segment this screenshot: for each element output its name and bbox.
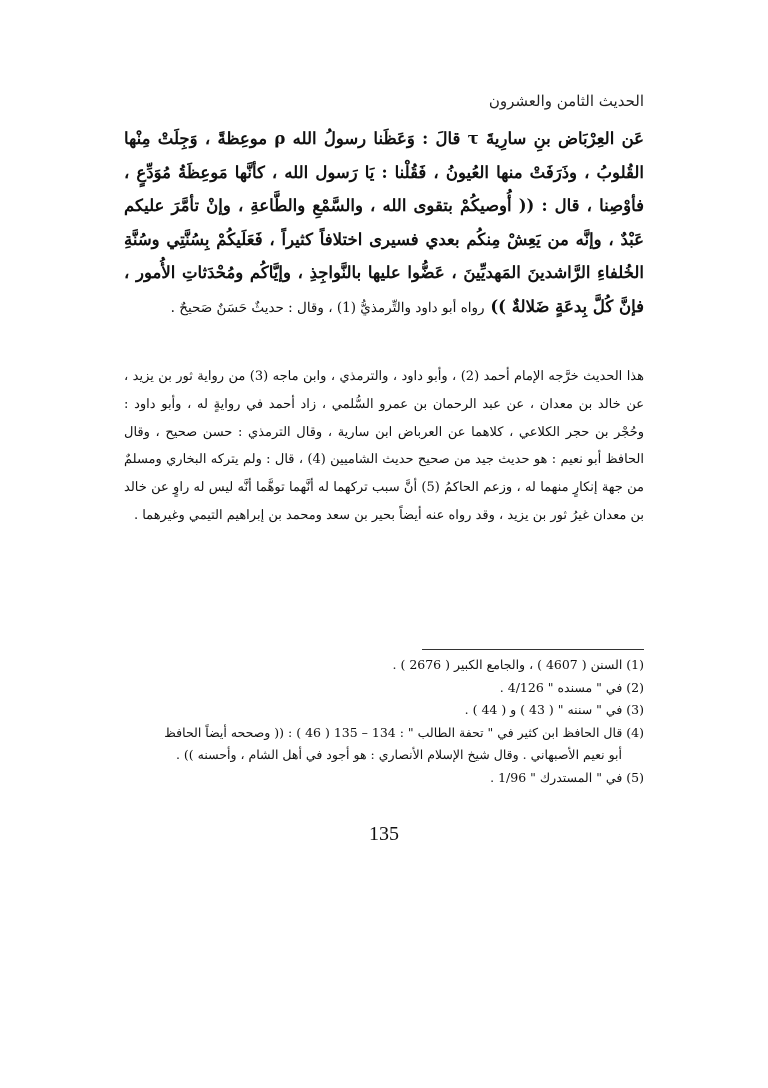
hadith-citation: رواه أبو داود والتِّرمذيُّ (1) ، وقال : حديثٌ حَسَنٌ صَحيحٌ . bbox=[170, 299, 485, 316]
running-header: الحديث الثامن والعشرون bbox=[488, 92, 644, 110]
hadith-text bbox=[124, 122, 644, 325]
footnote: (4) قال الحافظ ابن كثير في " تحفة الطالب " : 134 – 135 ( 46 ) : (( وصححه أيضاً الحافظ bbox=[164, 724, 644, 740]
footnote-continuation: أبو نعيم الأصبهاني . وقال شيخ الإسلام الأنصاري : هو أجود في أهل الشام ، وأحسنه )) . bbox=[175, 747, 622, 762]
page-number: 135 bbox=[369, 823, 399, 845]
footnotes bbox=[124, 654, 644, 789]
footnote: (2) في " مسنده " 4/126 . bbox=[499, 679, 644, 695]
footnote: (1) السنن ( 4607 ) ، والجامع الكبير ( 2676 ) . bbox=[392, 657, 644, 672]
footnote-divider bbox=[422, 649, 644, 650]
footnote: (3) في " سننه " ( 43 ) و ( 44 ) . bbox=[464, 702, 644, 717]
commentary-paragraph: هذا الحديث خرَّجه الإمام أحمد (2) ، وأبو داود ، والترمذي ، وابن ماجه (3) من رواية ثور بن يزيد ، عن خالد بن معدان ، عن عبد الرحمان بن عمرو السُّلمي ، زاد أحمد في روايةٍ له ، وأبو داود : وحُجْر بن حجر الكلاعي ، كلاهما عن العرباض ابن سارية ، وقال الترمذي : حسن صحيح ، وقال الحافظ أبو نعيم : هو حديث جيد من صحيح حديث الشاميين (4) ، قال : ولم يتركه البخاري ومسلمٌ من جهة إنكارٍ منهما له ، وزعم الحاكمُ (5) أنَّ سبب تركهما له أنَّهما توهَّما أنَّه ليس له راوٍ عن خالد بن معدان غيرُ ثور بن يزيد ، وقد رواه عنه أيضاً بحير بن سعد ومحمد بن إبراهيم التيمي وغيرهما . bbox=[124, 369, 644, 523]
footnote: (5) في " المستدرك " 1/96 . bbox=[490, 769, 644, 785]
hadith-body: عَن العِرْبَاض بنِ سارِيةَ τ قالَ : وَعَظَنا رسولُ الله ρ موعِظةً ، وَجِلَتْ مِنْها القُلوبُ ، وذَرَفَتْ منها العُيونُ ، فَقُلْنا : يَا رَسول الله ، كأنَّها مَوعِظَةُ مُوَدِّعٍ ، فأوْصِنا ، قال : (( أُوصيكُمْ بتقوى الله ، والسَّمْعِ والطَّاعةِ ، وإنْ تأمَّرَ عليكم عَبْدٌ ، وإنَّه من يَعِشْ مِنكُم بعدي فسيرى اختلافاً كثيراً ، فَعَلَيكُمْ بِسُنَّتِي وسُنَّةِ الخُلفاءِ الرَّاشدينَ المَهديِّينَ ، عَضُّوا عليها بالنَّواجِذِ ، وإيَّاكُم ومُحْدَثاتِ الأُمور ، فإنَّ كُلَّ بِدعَةٍ ضَلالةٌ )) bbox=[124, 129, 644, 316]
